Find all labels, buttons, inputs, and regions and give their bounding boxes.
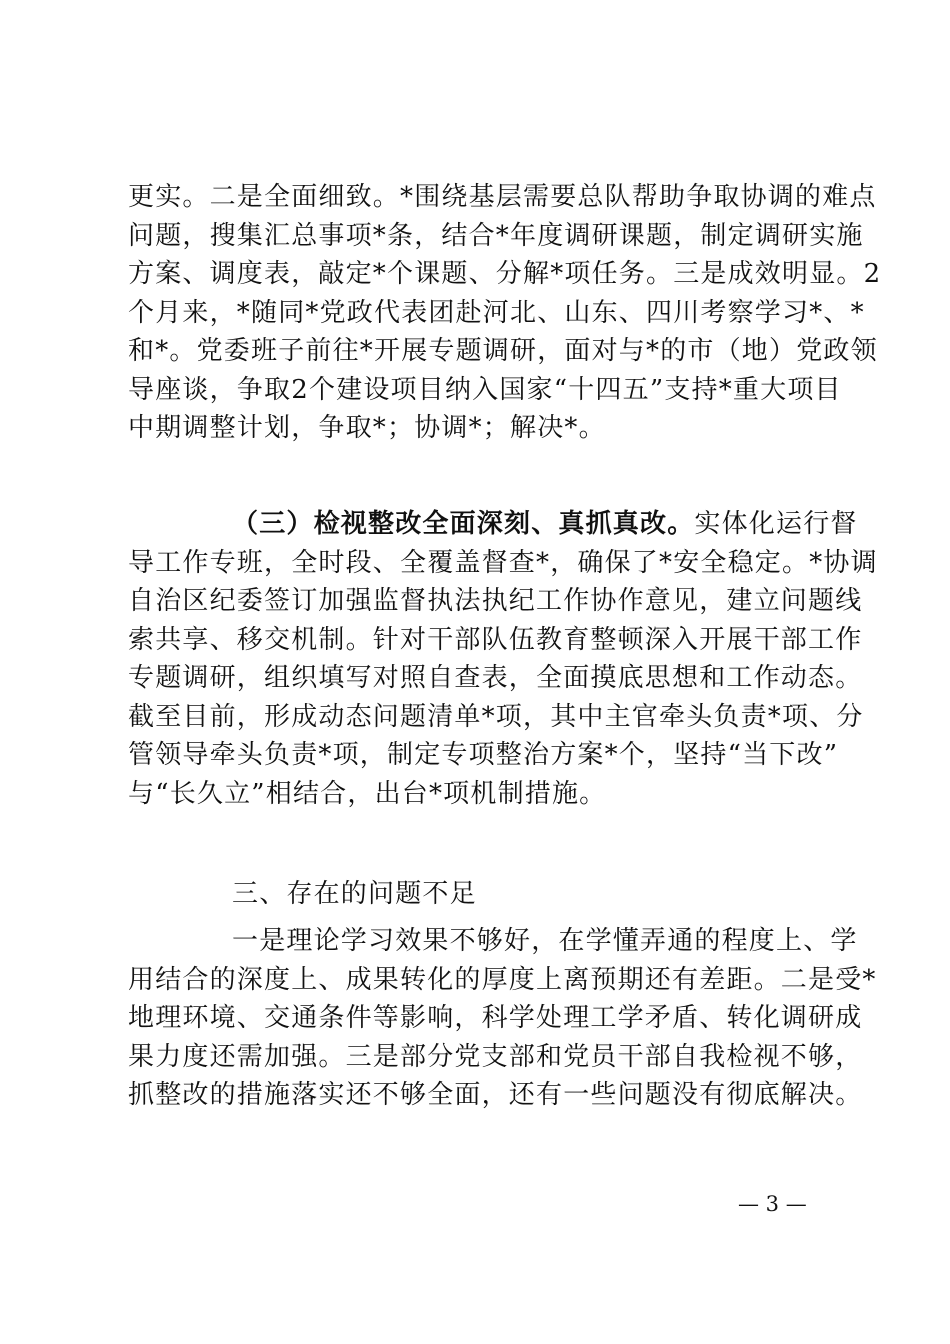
text-line: 更实。二是全面细致。*围绕基层需要总队帮助争取协调的难点 — [128, 182, 877, 212]
text-line: 自治区纪委签订加强监督执法执纪工作协作意见，建立问题线 — [128, 586, 863, 616]
text-line: 导工作专班，全时段、全覆盖督查*，确保了*安全稳定。*协调 — [128, 547, 878, 578]
text-line: 抓整改的措施落实还不够全面，还有一些问题没有彻底解决。 — [128, 1080, 863, 1110]
text-fragment: 实体化运行督 — [694, 509, 858, 539]
text-line: 一是理论学习效果不够好，在学懂弄通的程度上、学 — [232, 926, 858, 956]
page-number: — 3 — — [738, 1192, 807, 1216]
text-line: 索共享、移交机制。针对干部队伍教育整顿深入开展干部工作 — [128, 624, 863, 655]
section-heading: 三、存在的问题不足 — [232, 879, 477, 909]
text-line: 管领导牵头负责*项，制定专项整治方案*个，坚持“当下改” — [128, 740, 839, 770]
text-line: 问题，搜集汇总事项*条，结合*年度调研课题，制定调研实施 — [128, 220, 864, 251]
paragraph-continuation — [128, 178, 882, 448]
subsection-heading: （三）检视整改全面深刻、真抓真改。 — [232, 509, 695, 539]
text-line: 专题调研，组织填写对照自查表，全面摸底思想和工作动态。 — [128, 663, 863, 693]
text-line: 截至目前，形成动态问题清单*项，其中主官牵头负责*项、分 — [128, 701, 864, 732]
text-line: 导座谈，争取2个建设项目纳入国家“十四五”支持*重大项目 — [128, 374, 842, 405]
paragraph-inspection-rectification — [128, 505, 878, 813]
text-line: 地理环境、交通条件等影响，科学处理工学矛盾、转化调研成 — [128, 1003, 863, 1033]
text-line: 方案、调度表，敲定*个课题、分解*项任务。三是成效明显。2 — [128, 259, 882, 289]
text-line: 果力度还需加强。三是部分党支部和党员干部自我检视不够， — [128, 1041, 863, 1072]
text-line: 个月来，*随同*党政代表团赴河北、山东、四川考察学习*、* — [128, 297, 865, 328]
text-line: 用结合的深度上、成果转化的厚度上离预期还有差距。二是受* — [128, 964, 877, 995]
paragraph-problems — [128, 922, 877, 1115]
text-line: 与“长久立”相结合，出台*项机制措施。 — [128, 778, 607, 809]
text-line: 中期调整计划，争取*；协调*；解决*。 — [128, 413, 606, 443]
text-line: 和*。党委班子前往*开展专题调研，面对与*的市（地）党政领 — [128, 336, 878, 366]
text-line-first — [128, 505, 858, 544]
